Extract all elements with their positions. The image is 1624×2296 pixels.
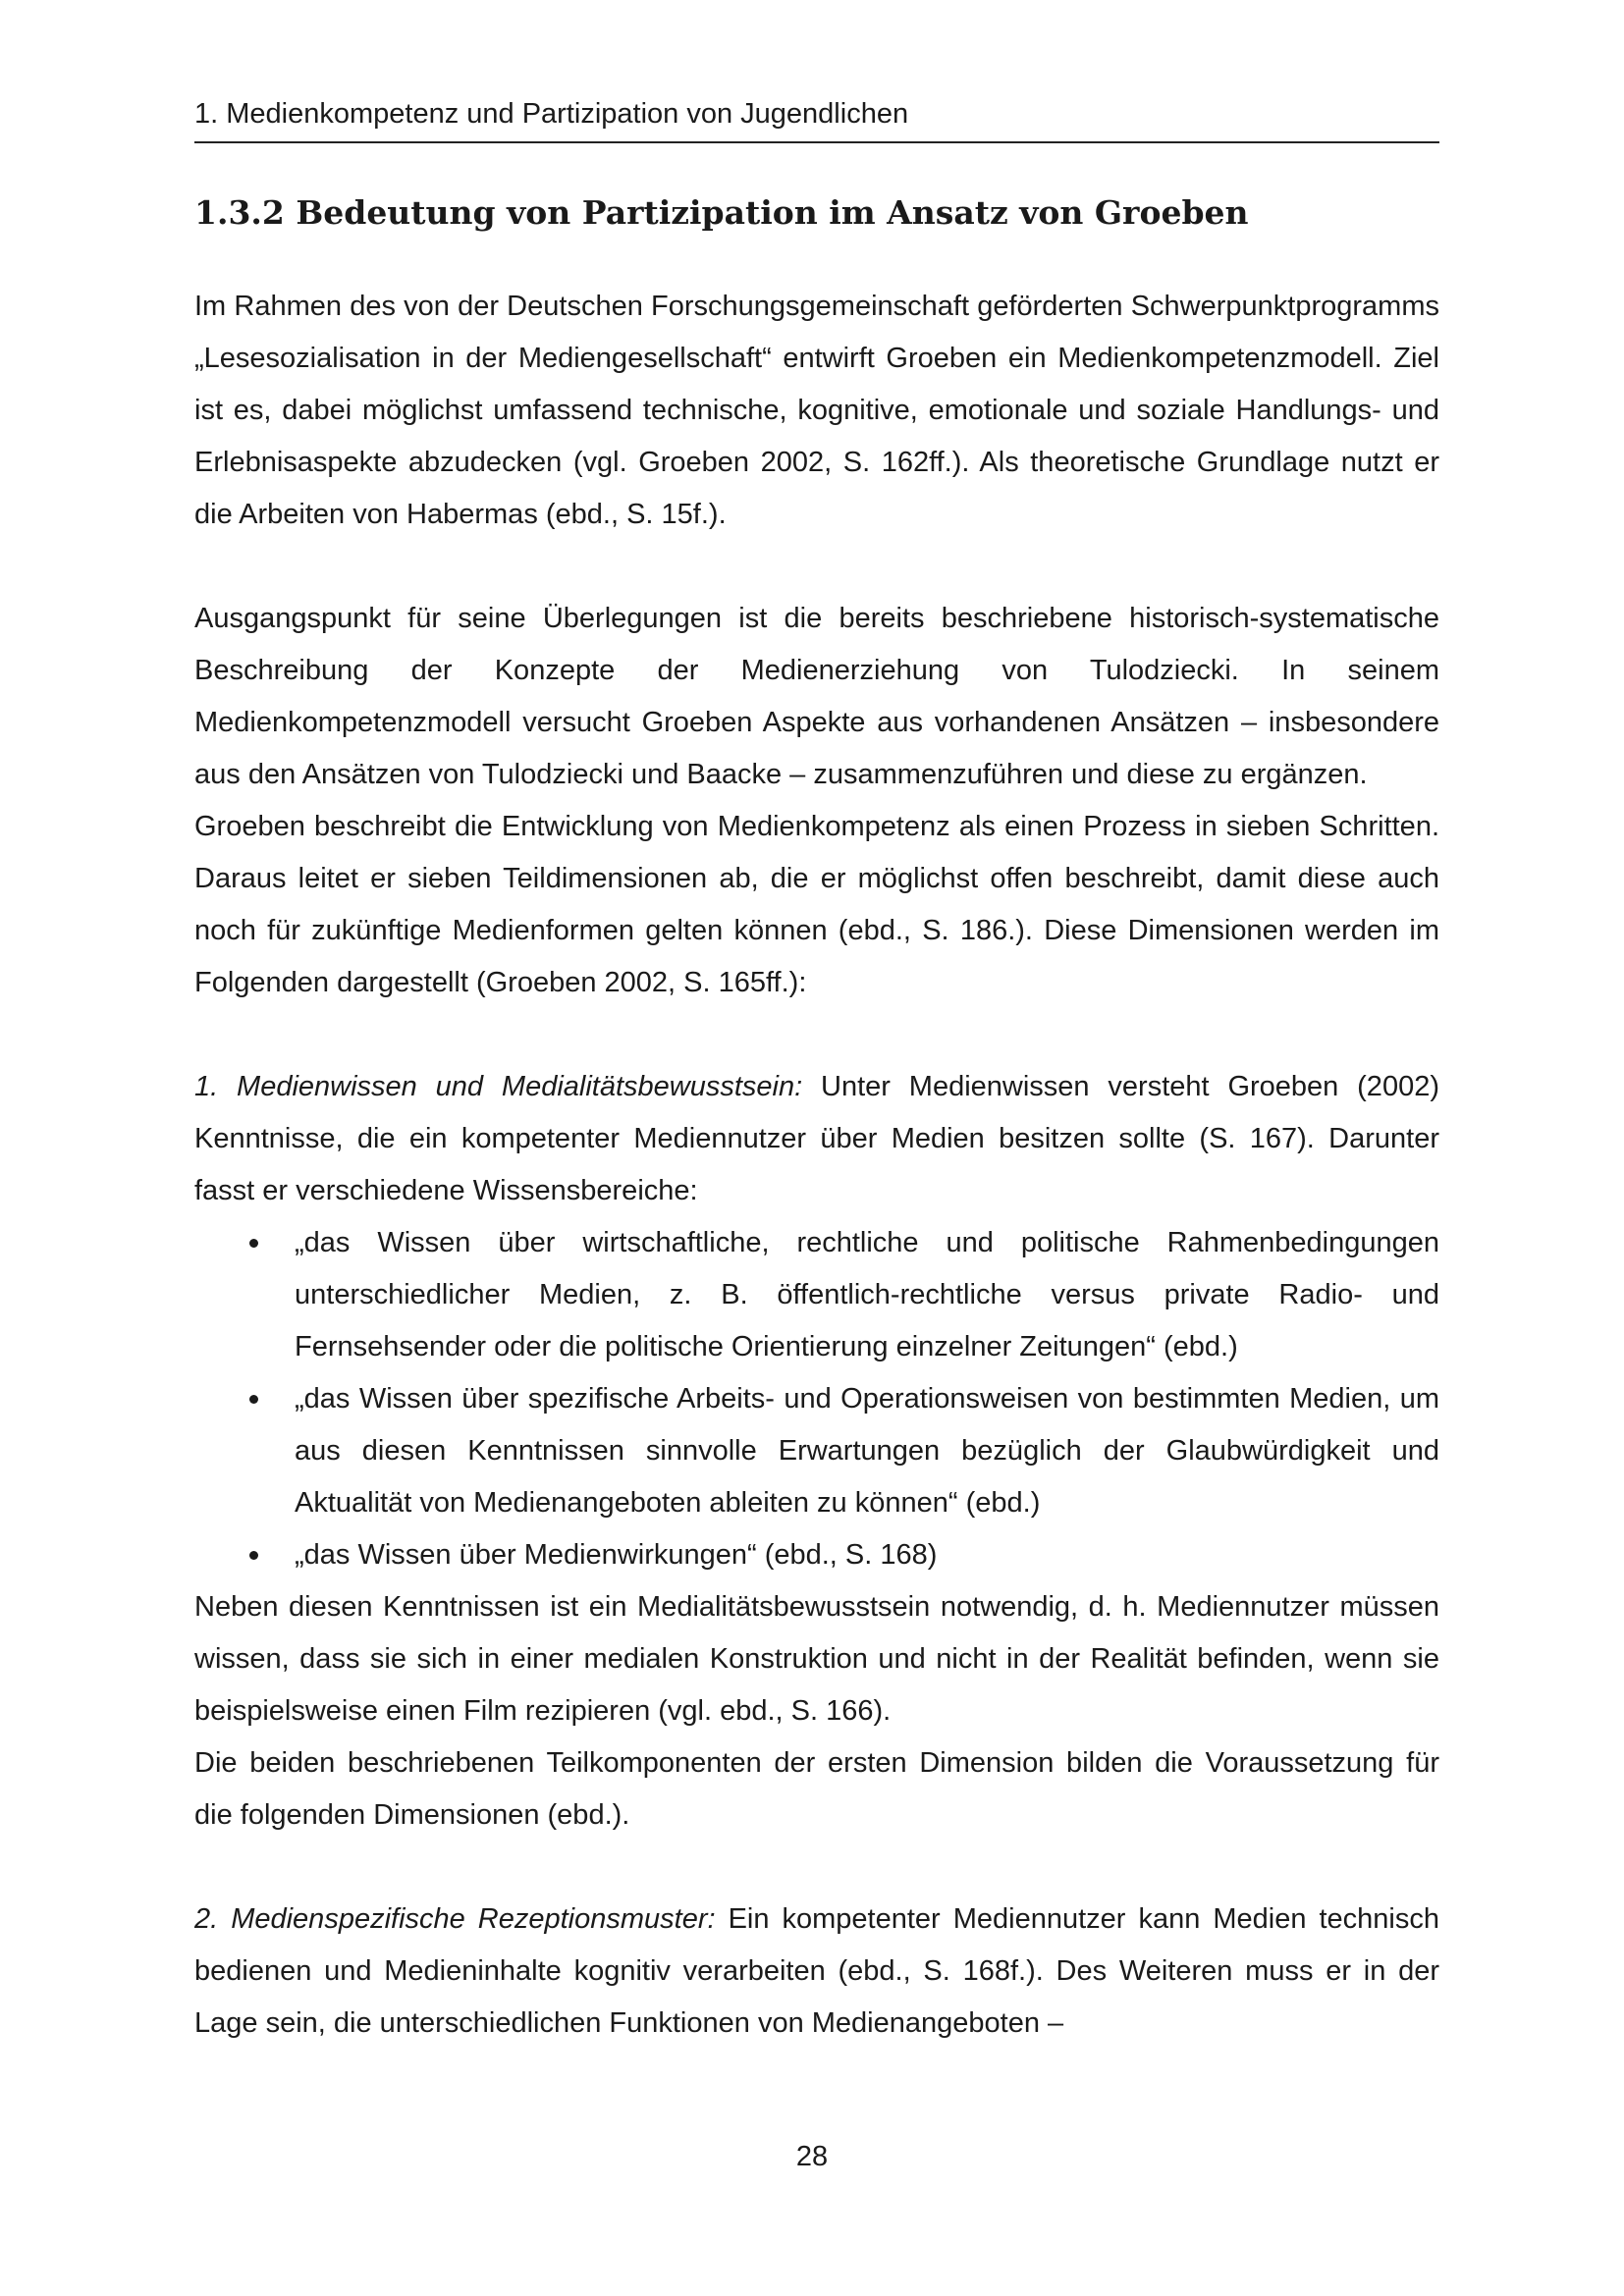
paragraph-dimension-2 [194,1894,1439,2050]
list-item [194,1217,1439,1373]
section-title: 1.3.2 Bedeutung von Partizipation im Ansatz von Groeben [194,193,1249,232]
bullet-icon [249,1395,258,1404]
paragraph-starting-point: Ausgangspunkt für seine Überlegungen ist die bereits beschriebene historisch-systematische Beschreibung der Konzepte der Medienerziehung von Tulodziecki. In seinem Medienkompetenzmodell versucht Groeben Aspekte aus vorhandenen Ansätzen – insbesondere aus den Ansätzen von Tulodziecki und Baacke – zusammenzuführen und diese zu ergänzen. [194,603,1439,790]
paragraph-gap [194,541,1439,593]
paragraph-gap [194,1842,1439,1894]
running-header: 1. Medienkompetenz und Partizipation von Jugendlichen [194,94,1439,143]
list-item [194,1373,1439,1529]
paragraph-seven-steps: Groeben beschreibt die Entwicklung von Medienkompetenz als einen Prozess in sieben Schritten. Daraus leitet er sieben Teildimensionen ab, die er möglichst offen beschreibt, damit diese auch noch für zukünftige Medienformen gelten können (ebd., S. 186.). Diese Dimensionen werden im Folgenden dargestellt (Groeben 2002, S. 165ff.): [194,811,1439,998]
dimension-2-text: Ein kompetenter Mediennutzer kann Medien technisch bedienen und Medieninhalte kognitiv verarbeiten (ebd., S. 168f.). Des Weiteren muss er in der Lage sein, die unterschiedlichen Funktionen von Medienangeboten – [194,1903,1439,2039]
paragraph-gap [194,1009,1439,1061]
page-number: 28 [795,2141,829,2172]
bullet-icon [249,1551,258,1560]
list-item [194,1529,1439,1581]
knowledge-list [194,1217,1439,1581]
paragraph-intro: Im Rahmen des von der Deutschen Forschungsgemeinschaft geförderten Schwerpunktprogramms „Lesesozialisation in der Mediengesellschaft“ entwirft Groeben ein Medienkompetenzmodell. Ziel ist es, dabei möglichst umfassend technische, kognitive, emotionale und soziale Handlungs- und Erlebnisaspekte abzudecken (vgl. Groeben 2002, S. 162ff.). Als theoretische Grundlage nutzt er die Arbeiten von Habermas (ebd., S. 15f.). [194,291,1439,530]
dimension-2-heading: 2. Medienspezifische Rezeptionsmuster: [194,1903,716,1935]
paragraph-prerequisite: Die beiden beschriebenen Teilkomponenten der ersten Dimension bilden die Voraussetzung für die folgenden Dimensionen (ebd.). [194,1747,1439,1831]
list-item-text: „das Wissen über Medienwirkungen“ (ebd., S. 168) [295,1539,938,1571]
list-item-text: „das Wissen über wirtschaftliche, rechtliche und politische Rahmenbedingungen unterschiedlicher Medien, z. B. öffentlich-rechtliche versus private Radio- und Fernsehsender oder die politische Orientierung einzelner Zeitungen“ (ebd.) [295,1227,1439,1362]
body-text [194,281,1439,2050]
list-item-text: „das Wissen über spezifische Arbeits- und Operationsweisen von bestimmten Medien, um aus diesen Kenntnissen sinnvolle Erwartungen bezüglich der Glaubwürdigkeit und Aktualität von Medienangeboten ableiten zu können“ (ebd.) [295,1383,1439,1519]
bullet-icon [249,1239,258,1248]
dimension-1-text: Unter Medienwissen versteht Groeben (2002) Kenntnisse, die ein kompetenter Mediennutzer über Medien besitzen sollte (S. 167). Darunter fasst er verschiedene Wissensbereiche: [194,1071,1439,1206]
paragraph-dimension-1 [194,1061,1439,1217]
dimension-1-heading: 1. Medienwissen und Medialitätsbewusstsein: [194,1071,803,1102]
paragraph-mediality-awareness: Neben diesen Kenntnissen ist ein Medialitätsbewusstsein notwendig, d. h. Mediennutzer müssen wissen, dass sie sich in einer medialen Konstruktion und nicht in der Realität befinden, wenn sie beispielsweise einen Film rezipieren (vgl. ebd., S. 166). [194,1591,1439,1727]
